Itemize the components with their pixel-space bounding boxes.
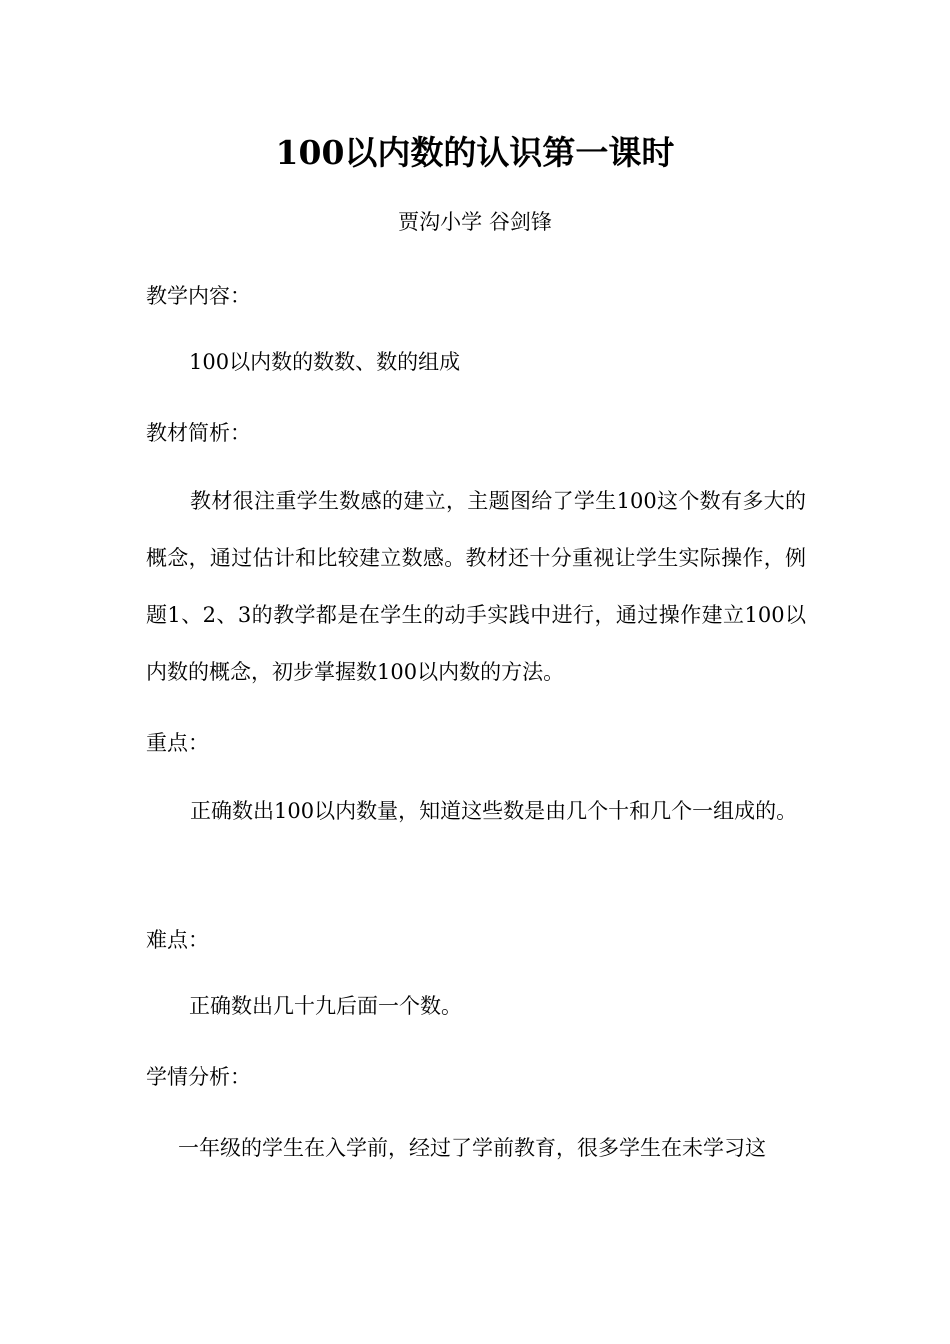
section-heading-difficulty: 难点： (146, 928, 209, 952)
section-body-content: 100以内数的数数、数的组成 (189, 350, 461, 374)
section-body-analysis: 教材很注重学生数感的建立，主题图给了学生100这个数有多大的概念，通过估计和比较建立数感。教材还十分重视让学生实际操作，例题1、2、3的教学都是在学生的动手实践中进行，通过操作建立100以内数的概念，初步掌握数100以内数的方法。 (146, 489, 806, 684)
section-heading-student-analysis: 学情分析： (146, 1065, 251, 1089)
section-heading-analysis: 教材简析： (146, 421, 251, 445)
section-body-difficulty: 正确数出几十九后面一个数。 (189, 994, 462, 1018)
section-body-key-point: 正确数出100以内数量，知道这些数是由几个十和几个一组成的。 (190, 799, 798, 823)
document-title: 100以内数的认识第一课时 (275, 133, 675, 172)
section-heading-content: 教学内容： (146, 284, 251, 308)
section-heading-key-point: 重点： (146, 731, 209, 755)
author-line: 贾沟小学 谷剑锋 (398, 210, 552, 234)
section-body-student-analysis: 一年级的学生在入学前，经过了学前教育，很多学生在未学习这 (178, 1136, 766, 1160)
